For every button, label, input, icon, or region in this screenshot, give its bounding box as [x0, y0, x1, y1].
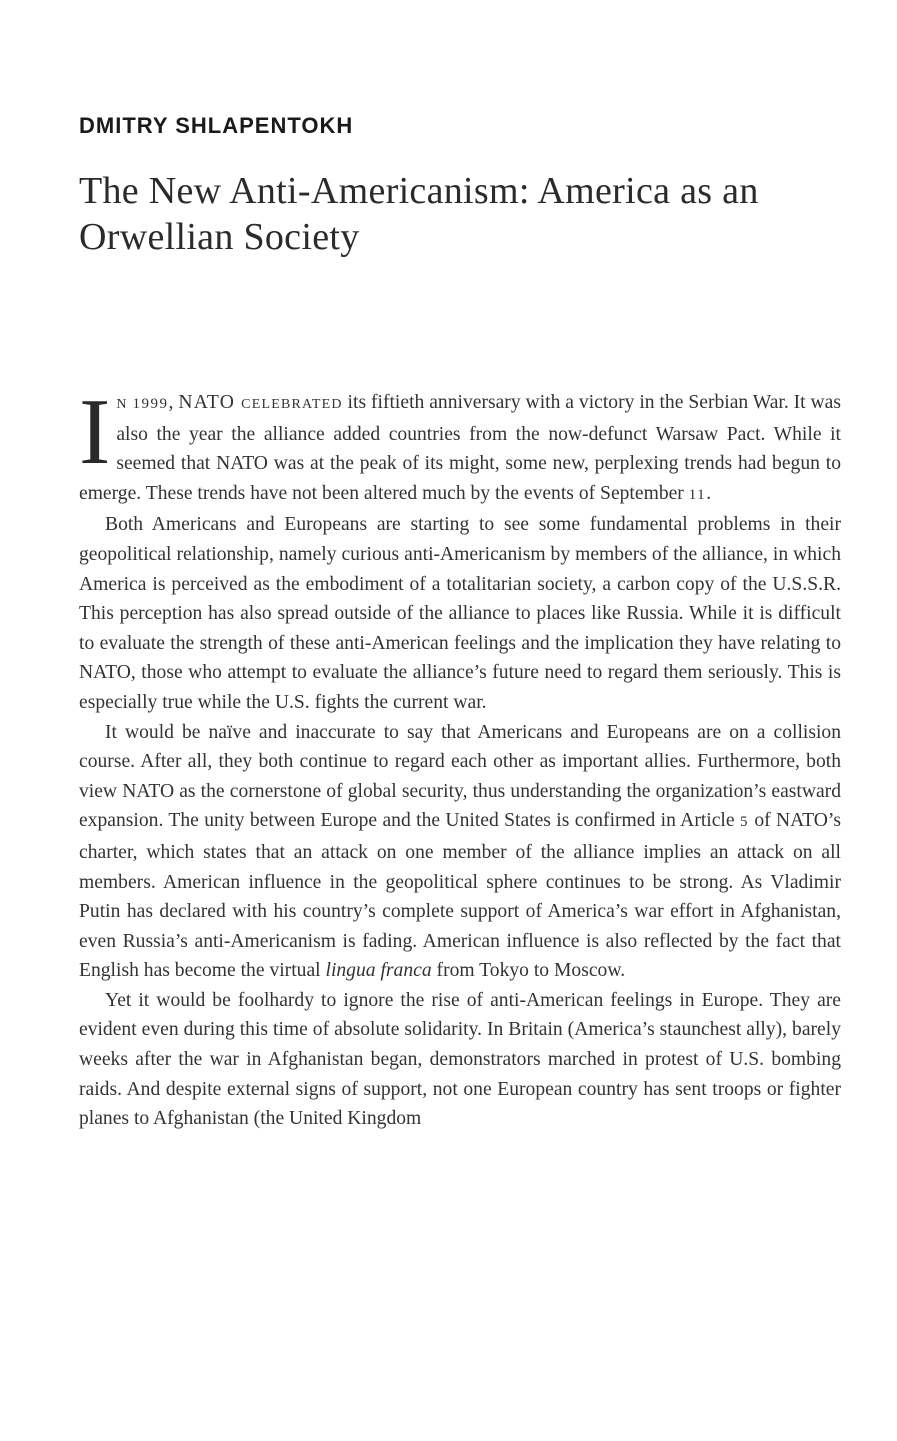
- italic-phrase: lingua franca: [325, 960, 432, 982]
- article-body: [79, 380, 842, 1134]
- paragraph-3: [79, 718, 841, 986]
- lead-in-word: n: [116, 392, 128, 413]
- article-number: 5: [739, 814, 749, 831]
- paragraph-1-end: .: [706, 482, 712, 504]
- paragraph-3-text-b: of NATO’s charter, which states that an attack on one member of the alliance implies an attack on all members. American influence in the geopolitical sphere continues to be strong. As Vladimir Putin has declared with his country’s complete support of America’s war effort in Afghanistan, even Russia’s anti-Americanism is fading. American influence is also reflected by the fact that English has become the virtual: [79, 810, 841, 982]
- drop-cap: I: [79, 380, 111, 484]
- year-number: 1999: [132, 396, 169, 412]
- paragraph-2: Both Americans and Europeans are starting to see some fundamental problems in their geopolitical relationship, namely curious anti-Americanism by members of the alliance, in which America is perceived as the embodiment of a totalitarian society, a carbon copy of the U.S.S.R. This perception has also spread outside of the alliance to places like Russia. While it is difficult to evaluate the strength of these anti-American feelings and the implication they have relating to NATO, those who attempt to evaluate the alliance’s future need to regard them seriously. This is especially true while the U.S. fights the current war.: [79, 514, 841, 713]
- paragraph-1-text: its fiftieth anniversary with a victory in the Serbian War. It was also the year the alliance added countries from the now-defunct Warsaw Pact. While it seemed that NATO was at the peak of its might, some new, perplexing trends had begun to emerge. These trends have not been altered much by the events of September: [79, 392, 842, 504]
- paragraph-1: In 1999, NATO celebrated its fiftieth anniversary with a victory in the Serbian War. It was also the year the alliance added countries from the now-defunct Warsaw Pact. While it seemed that NATO was at the peak of its might, some new, perplexing trends had begun to emerge. These trends have not been altered much by the events of September 11.: [79, 380, 842, 504]
- article-title: The New Anti-Americanism: America as an Orwellian Society: [79, 170, 759, 258]
- paragraph-3-text-a: It would be naïve and inaccurate to say that Americans and Europeans are on a collision course. After all, they both continue to regard each other as important allies. Furthermore, both view NATO as the cornerstone of global security, thus understanding the organization’s eastward expansion. The unity between Europe and the United States is confirmed in Article: [79, 721, 841, 832]
- paragraph-3-end: from Tokyo to Moscow.: [431, 960, 626, 982]
- date-number: 11: [688, 486, 707, 503]
- lead-in-caps: NATO celebrated: [178, 392, 343, 413]
- author-name: DMITRY SHLAPENTOKH: [79, 113, 354, 138]
- paragraph-4: Yet it would be foolhardy to ignore the rise of anti-American feelings in Europe. They are evident even during this time of absolute solidarity. In Britain (America’s staunchest ally), barely weeks after the war in Afghanistan began, demonstrators marched in protest of U.S. bombing raids. And despite external signs of support, not one European country has sent troops or fighter planes to Afghanistan (the United Kingdom: [79, 989, 841, 1130]
